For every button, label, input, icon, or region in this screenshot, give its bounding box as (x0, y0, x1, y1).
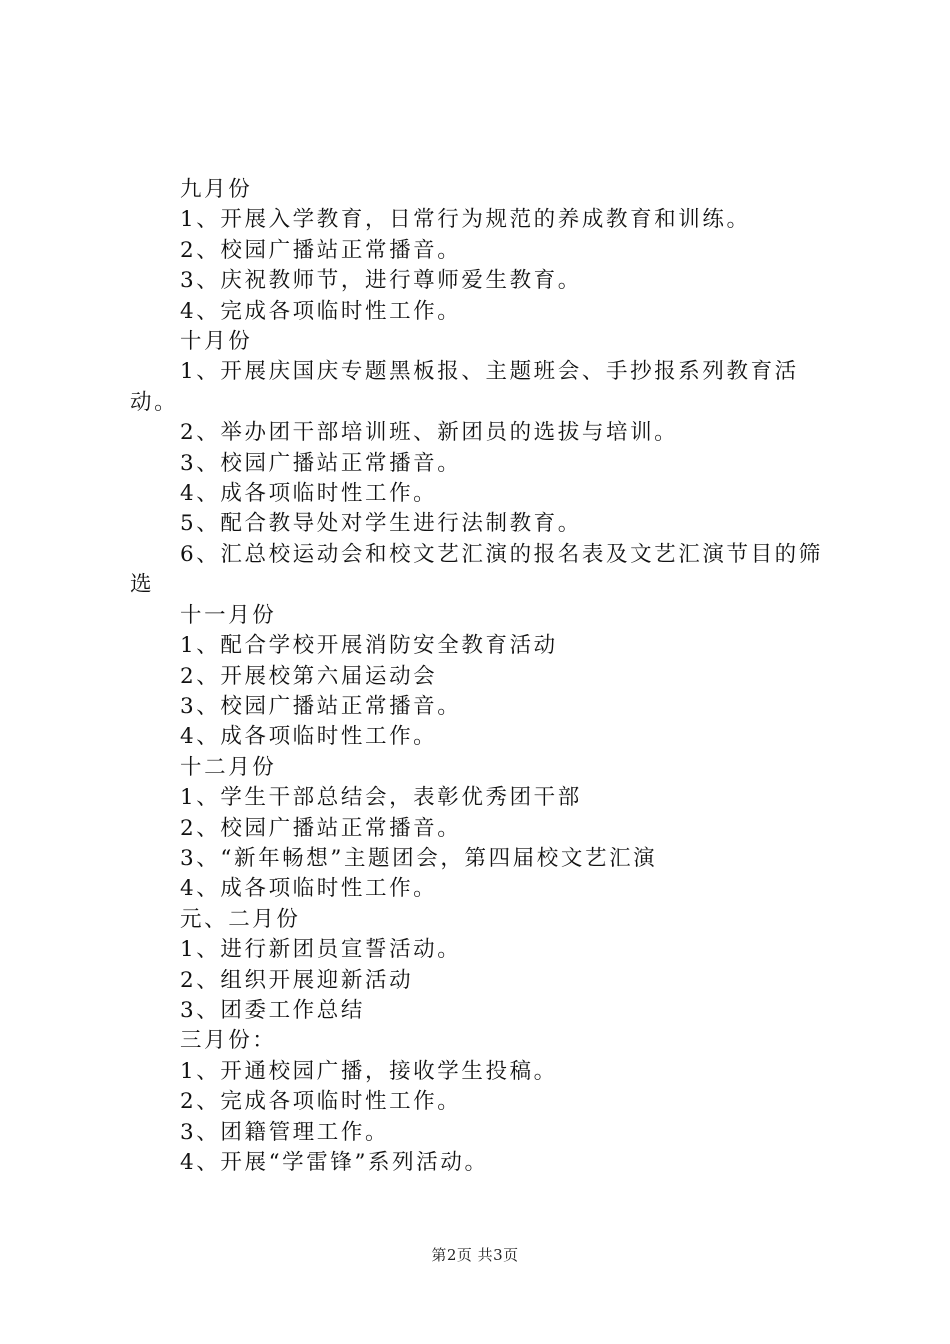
month-heading-november: 十一月份 (180, 602, 277, 628)
month-heading-march: 三月份： (180, 1028, 277, 1054)
page-number: 第2页 共3页 (431, 1246, 519, 1264)
list-item: 1、开展庆国庆专题黑板报、主题班会、手抄报系列教育活动。 (130, 359, 799, 415)
list-item: 4、开展“学雷锋”系列活动。 (180, 1150, 489, 1175)
list-item: 1、学生干部总结会，表彰优秀团干部 (180, 785, 582, 811)
list-item: 3、“新年畅想”主题团会，第四届校文艺汇演 (180, 845, 658, 871)
month-heading-january-february: 元、二月份 (180, 906, 301, 932)
document-body (130, 175, 840, 1178)
list-item: 1、配合学校开展消防安全教育活动 (180, 633, 558, 659)
list-item: 2、组织开展迎新活动 (180, 967, 414, 993)
list-item: 4、成各项临时性工作。 (180, 724, 438, 750)
list-item: 3、校园广播站正常播音。 (180, 693, 462, 719)
month-heading-september: 九月份 (180, 177, 253, 202)
list-item: 4、完成各项临时性工作。 (180, 298, 462, 324)
list-item: 3、庆祝教师节，进行尊师爱生教育。 (180, 268, 582, 294)
list-item: 2、举办团干部培训班、新团员的选拔与培训。 (180, 420, 679, 446)
list-item: 5、配合教导处对学生进行法制教育。 (180, 511, 582, 537)
list-item: 3、校园广播站正常播音。 (180, 450, 462, 476)
list-item: 1、开通校园广播，接收学生投稿。 (180, 1058, 558, 1084)
list-item: 2、校园广播站正常播音。 (180, 237, 462, 263)
list-item: 1、进行新团员宣誓活动。 (180, 937, 462, 963)
page-footer (0, 1244, 950, 1265)
list-item: 2、完成各项临时性工作。 (180, 1089, 462, 1115)
month-heading-december: 十二月份 (180, 754, 277, 780)
list-item: 6、汇总校运动会和校文艺汇演的报名表及文艺汇演节目的筛选 (130, 541, 823, 598)
month-heading-october: 十月份 (180, 329, 253, 355)
list-item: 4、成各项临时性工作。 (180, 481, 438, 507)
list-item: 3、团委工作总结 (180, 997, 365, 1023)
list-item: 2、开展校第六届运动会 (180, 663, 438, 689)
list-item: 2、校园广播站正常播音。 (180, 815, 462, 841)
list-item: 4、成各项临时性工作。 (180, 876, 438, 902)
list-item: 3、团籍管理工作。 (180, 1119, 390, 1145)
list-item: 1、开展入学教育，日常行为规范的养成教育和训练。 (180, 207, 751, 233)
